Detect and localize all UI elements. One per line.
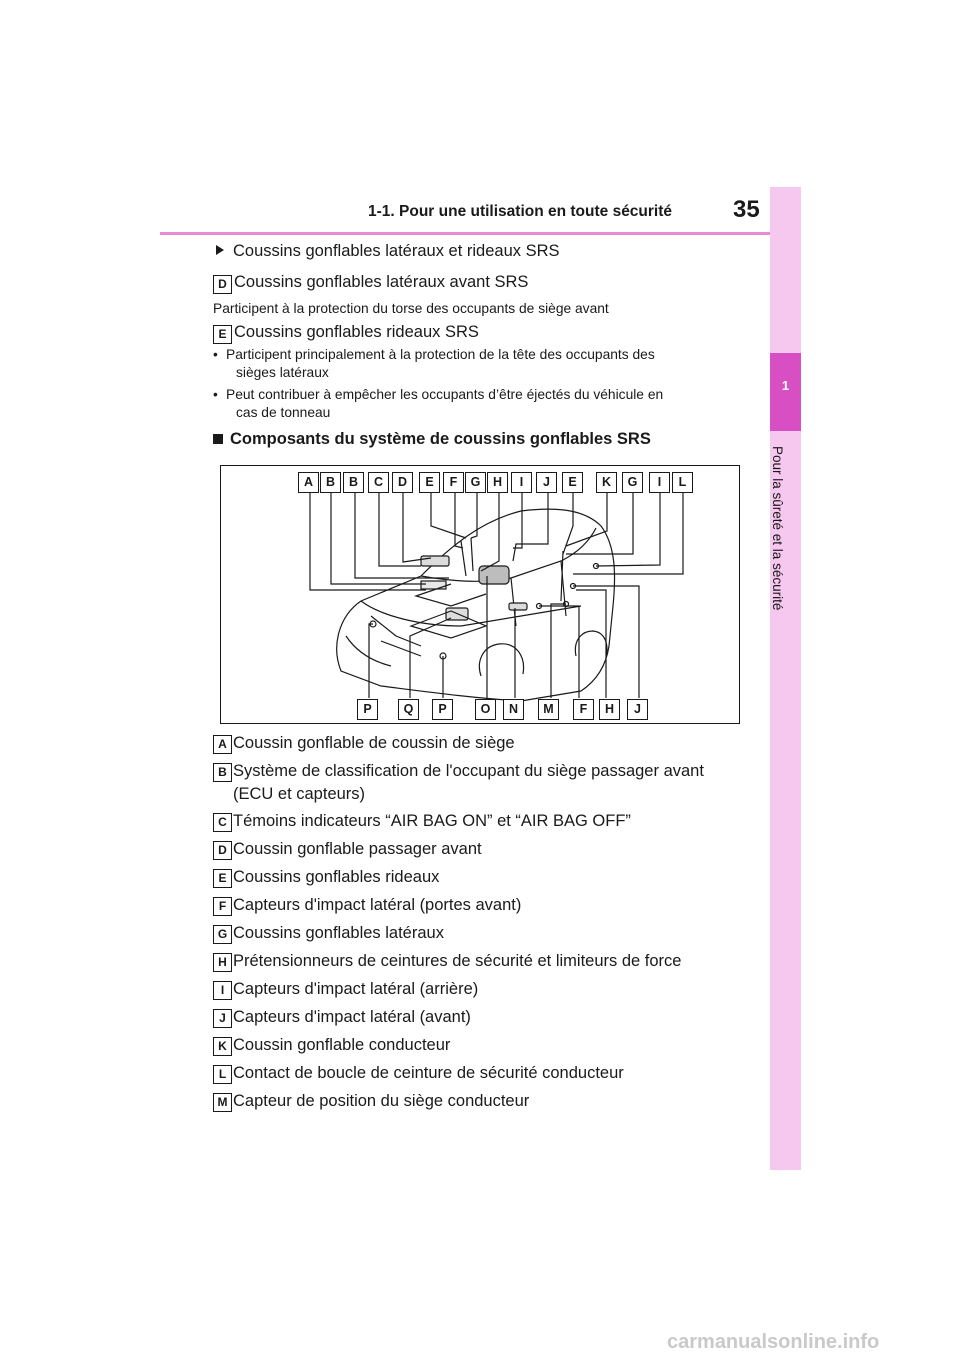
figure-label: F [443, 472, 464, 493]
legend-text-j: Capteurs d'impact latéral (avant) [233, 1008, 471, 1026]
legend-letter-j: J [213, 1009, 232, 1028]
bullet-1-marker: • [213, 347, 218, 362]
label-box-e: E [213, 325, 232, 344]
label-box-d: D [213, 275, 232, 294]
legend-letter-c: C [213, 813, 232, 832]
legend-letter-i: I [213, 981, 232, 1000]
d-item-title: Coussins gonflables latéraux avant SRS [234, 273, 529, 291]
legend-text-f: Capteurs d'impact latéral (portes avant) [233, 896, 522, 914]
legend-text-m: Capteur de position du siège conducteur [233, 1092, 530, 1110]
intro-heading [216, 242, 560, 261]
airbag-system-diagram [220, 465, 740, 724]
legend-letter-h: H [213, 953, 232, 972]
d-item-desc: Participent à la protection du torse des occupants de siège avant [213, 301, 609, 316]
bullet-2-line-1: Peut contribuer à empêcher les occupants d’être éjectés du véhicule en [226, 387, 664, 402]
legend-text-e: Coussins gonflables rideaux [233, 868, 440, 886]
figure-label: H [599, 699, 620, 720]
header-rule [160, 232, 770, 235]
legend-letter-e: E [213, 869, 232, 888]
components-heading-text: Composants du système de coussins gonflables SRS [230, 430, 651, 448]
figure-label: B [343, 472, 364, 493]
bullet-1-line-1: Participent principalement à la protection de la tête des occupants des [226, 347, 655, 362]
legend-text-b: Système de classification de l'occupant du siège passager avant [233, 762, 704, 780]
figure-label: P [357, 699, 378, 720]
figure-label: G [465, 472, 486, 493]
legend-letter-m: M [213, 1093, 232, 1112]
page-number: 35 [733, 196, 760, 223]
legend-letter-l: L [213, 1065, 232, 1084]
legend-text-b-line-2: (ECU et capteurs) [233, 785, 366, 803]
chapter-title: Pour la sûreté et la sécurité [770, 446, 785, 611]
bullet-1-line-2: sièges latéraux [236, 365, 329, 380]
figure-label: N [503, 699, 524, 720]
bullet-2-line-2: cas de tonneau [236, 405, 331, 420]
legend-letter-f: F [213, 897, 232, 916]
figure-label: E [419, 472, 440, 493]
legend-letter-b: B [213, 763, 232, 782]
legend-letter-g: G [213, 925, 232, 944]
figure-label: C [368, 472, 389, 493]
section-title: 1-1. Pour une utilisation en toute sécurité [368, 203, 673, 220]
figure-label: I [511, 472, 532, 493]
figure-label: Q [398, 699, 419, 720]
figure-label: M [538, 699, 559, 720]
legend-letter-a: A [213, 735, 232, 754]
legend-text-c: Témoins indicateurs “AIR BAG ON” et “AIR BAG OFF” [233, 812, 631, 830]
bullet-2-marker: • [213, 387, 218, 402]
figure-label: I [649, 472, 670, 493]
legend-text-i: Capteurs d'impact latéral (arrière) [233, 980, 479, 998]
watermark: carmanualsonline.info [667, 1331, 880, 1353]
square-bullet-icon [213, 434, 223, 444]
figure-label: K [596, 472, 617, 493]
figure-label: B [320, 472, 341, 493]
figure-label: H [487, 472, 508, 493]
legend-text-a: Coussin gonflable de coussin de siège [233, 734, 515, 752]
figure-label: D [392, 472, 413, 493]
components-heading [213, 430, 651, 449]
figure-label: F [573, 699, 594, 720]
car-illustration [221, 466, 739, 723]
triangle-bullet-icon [216, 245, 224, 255]
e-item-title: Coussins gonflables rideaux SRS [234, 323, 479, 341]
legend-text-h: Prétensionneurs de ceintures de sécurité et limiteurs de force [233, 952, 682, 970]
legend-text-g: Coussins gonflables latéraux [233, 924, 444, 942]
intro-heading-text: Coussins gonflables latéraux et rideaux SRS [233, 242, 560, 260]
figure-label: O [475, 699, 496, 720]
chapter-number: 1 [781, 378, 790, 393]
figure-label: J [627, 699, 648, 720]
legend-letter-d: D [213, 841, 232, 860]
chapter-side-tab [770, 187, 801, 1170]
legend-text-l: Contact de boucle de ceinture de sécurité conducteur [233, 1064, 624, 1082]
figure-label: G [622, 472, 643, 493]
figure-label: E [562, 472, 583, 493]
legend-letter-k: K [213, 1037, 232, 1056]
legend-text-d: Coussin gonflable passager avant [233, 840, 482, 858]
figure-label: L [672, 472, 693, 493]
legend-text-k: Coussin gonflable conducteur [233, 1036, 451, 1054]
figure-label: J [536, 472, 557, 493]
figure-label: A [298, 472, 319, 493]
figure-label: P [432, 699, 453, 720]
